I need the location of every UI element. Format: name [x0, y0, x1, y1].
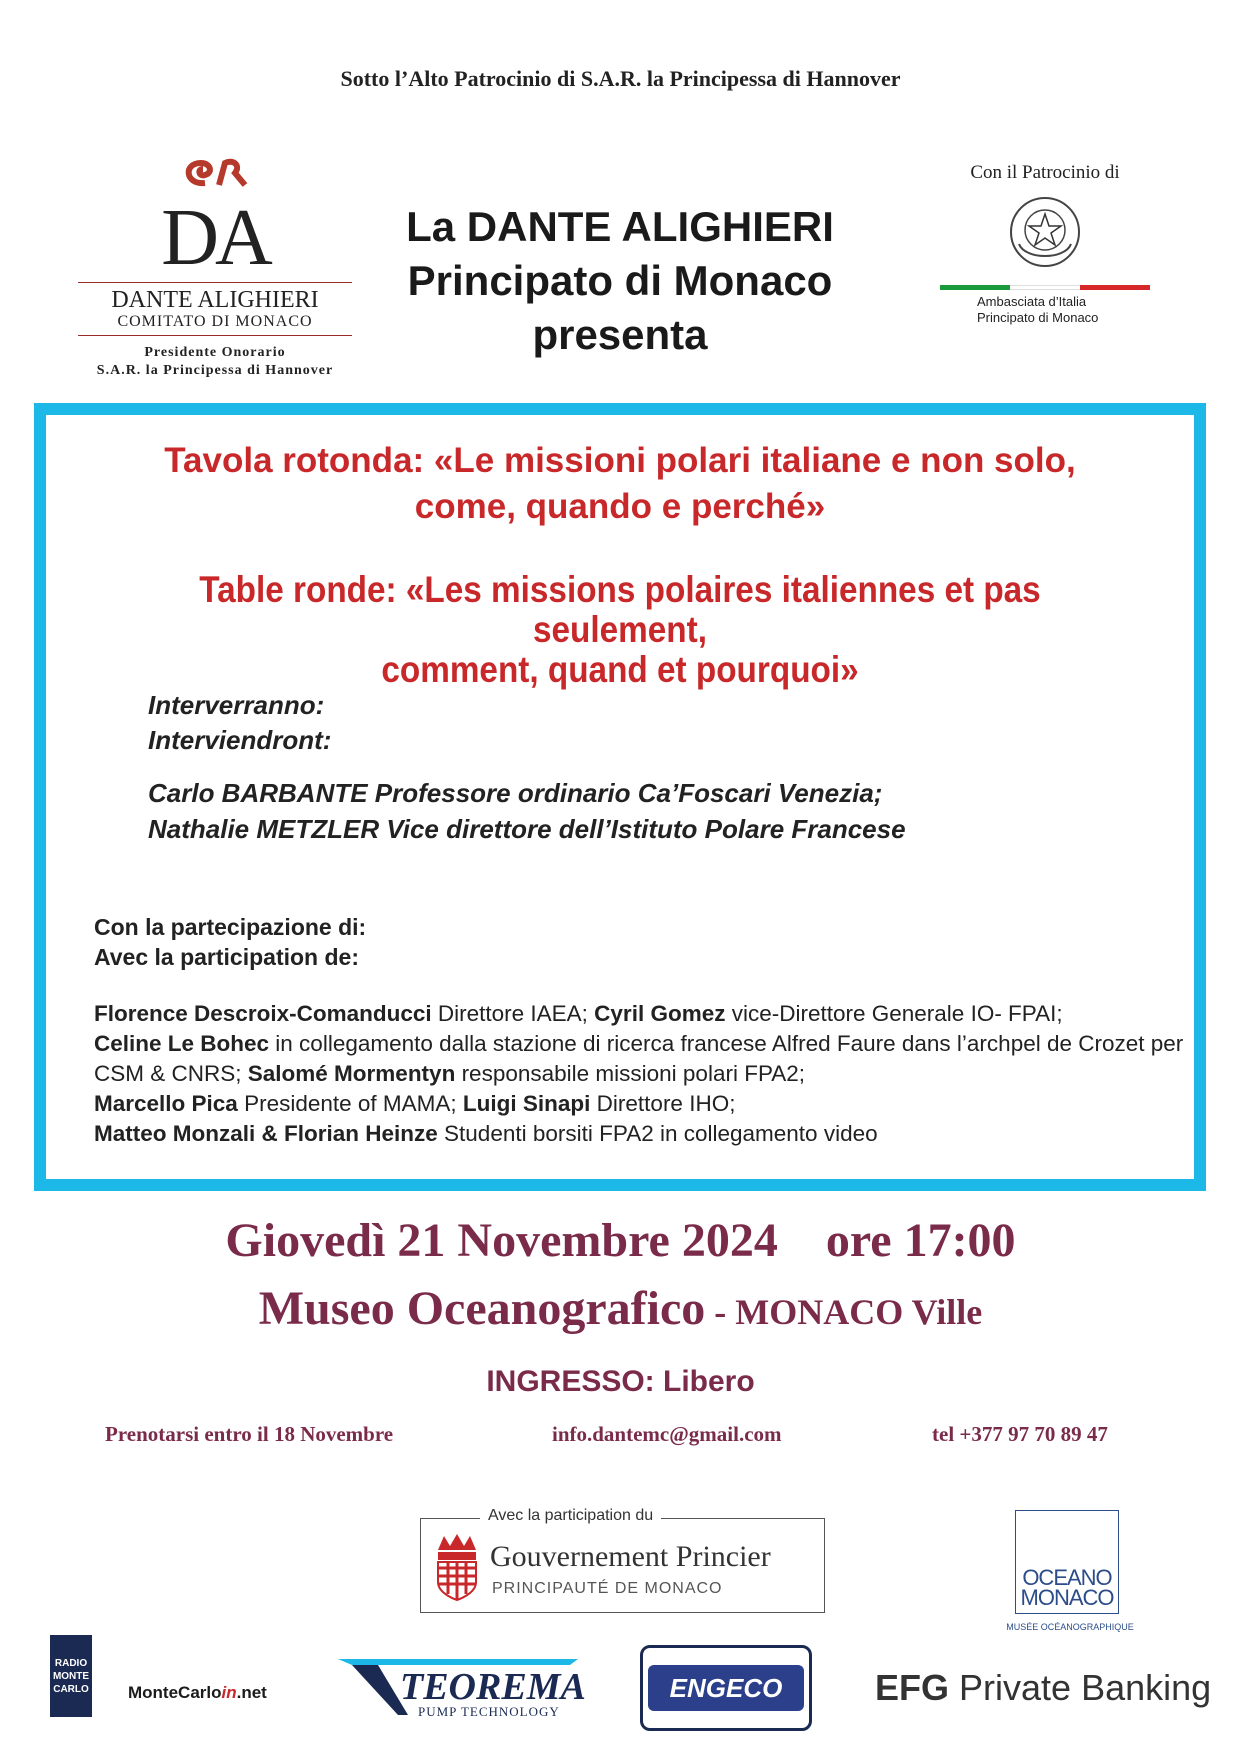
header-line-1: La DANTE ALIGHIERI: [406, 203, 834, 250]
participant-role: Studenti borsiti FPA2 in collegamento video: [437, 1121, 878, 1146]
logo-divider-bottom: [78, 335, 352, 336]
logo-divider: [78, 282, 352, 283]
radio-monte-carlo-logo: RADIO MONTE CARLO: [50, 1635, 92, 1717]
event-city: MONACO Ville: [735, 1292, 983, 1332]
participation-heading: [94, 912, 366, 972]
event-date-line: [0, 1213, 1241, 1268]
participant-role: vice-Direttore Generale IO- FPAI;: [725, 1001, 1063, 1026]
participant-name: Cyril Gomez: [594, 1001, 726, 1026]
event-venue-line: [0, 1281, 1241, 1336]
entry-info: INGRESSO: Libero: [486, 1365, 755, 1398]
participant-name: Celine Le Bohec: [94, 1031, 270, 1056]
monaco-crown-shield-icon: [432, 1532, 482, 1602]
patronage-label: Con il Patrocinio di: [970, 162, 1120, 183]
speakers-heading-fr: Interviendront:: [148, 725, 332, 755]
top-patronage-line: Sotto l’Alto Patrocinio di S.A.R. la Principessa di Hannover: [340, 66, 901, 91]
participants-list: [94, 999, 1184, 1149]
honorary-president-label: Presidente Onorario: [144, 345, 286, 360]
efg-tagline: Private Banking: [949, 1667, 1212, 1708]
speakers-heading: [148, 688, 331, 758]
contact-phone[interactable]: tel +377 97 70 89 47: [932, 1422, 1108, 1446]
event-time: ore 17:00: [825, 1214, 1016, 1267]
teorema-logo: TEOREMA: [400, 1666, 586, 1708]
participants-line: [94, 1119, 1184, 1149]
italian-flag-stripe: [940, 285, 1150, 290]
participant-name: Marcello Pica: [94, 1091, 238, 1116]
honorary-president-name: S.A.R. la Principessa di Hannover: [96, 363, 334, 378]
contact-email[interactable]: info.dantemc@gmail.com: [552, 1422, 782, 1446]
montecarloin-part-b: in: [221, 1683, 237, 1702]
participant-name: Matteo Monzali & Florian Heinze: [94, 1121, 438, 1146]
gouvernement-caption: Avec la participation du: [480, 1507, 661, 1525]
speaker-item: Nathalie METZLER Vice direttore dell’Istituto Polare Francese: [148, 814, 906, 844]
embassy-patronage: [935, 162, 1155, 326]
da-letters: DA: [161, 194, 269, 282]
montecarloin-logo: [128, 1683, 267, 1703]
engeco-logo: ENGECO: [648, 1665, 804, 1711]
da-subtitle: COMITATO DI MONACO: [117, 313, 313, 330]
gouvernement-title: Gouvernement Princier: [490, 1540, 771, 1573]
italian-republic-emblem-icon: [1005, 192, 1085, 272]
montecarloin-part-c: .net: [236, 1683, 267, 1702]
header-line-2: Principato di Monaco: [407, 257, 833, 304]
efg-private-banking-logo: [875, 1667, 1211, 1709]
participants-line: [94, 1029, 1184, 1089]
event-title-fr-line-1: Table ronde: «Les missions polaires italiennes et pas seulement,: [199, 569, 1041, 650]
participant-role: Direttore IHO;: [590, 1091, 736, 1116]
participant-name: Salomé Mormentyn: [247, 1061, 456, 1086]
participation-heading-fr: Avec la participation de:: [94, 944, 359, 970]
event-title-it-line-1: Tavola rotonda: «Le missioni polari italiane e non solo,: [164, 441, 1076, 480]
participant-role: Presidente of MAMA;: [237, 1091, 463, 1116]
event-title-french: [116, 570, 1124, 690]
participant-role: in collegamento dalla stazione di ricerca francese Alfred Faure dans l’archpel de Crozet per CSM & CNRS;: [94, 1031, 1184, 1086]
oceano-monaco-subtitle: MUSÉE OCÉANOGRAPHIQUE: [1006, 1622, 1134, 1632]
efg-mark: EFG: [875, 1667, 950, 1708]
dante-alighieri-logo: [70, 155, 360, 380]
speaker-item: Carlo BARBANTE Professore ordinario Ca’Foscari Venezia;: [148, 778, 883, 808]
participation-heading-it: Con la partecipazione di:: [94, 914, 367, 940]
participant-role: responsabile missioni polari FPA2;: [455, 1061, 806, 1086]
gouvernement-subtitle: PRINCIPAUTÉ DE MONACO: [492, 1580, 723, 1597]
participants-line: [94, 1089, 1184, 1119]
embassy-name-line-2: Principato di Monaco: [977, 310, 1099, 325]
event-title-fr-line-2: comment, quand et pourquoi»: [381, 649, 859, 690]
participant-name: Florence Descroix-Comanducci: [94, 1001, 432, 1026]
teorema-subtitle: PUMP TECHNOLOGY: [418, 1704, 560, 1719]
speakers-heading-it: Interverranno:: [148, 690, 325, 720]
header-line-3: presenta: [532, 311, 708, 358]
montecarloin-part-a: MonteCarlo: [128, 1683, 222, 1702]
booking-deadline: Prenotarsi entro il 18 Novembre: [105, 1422, 394, 1446]
participant-role: Direttore IAEA;: [431, 1001, 595, 1026]
participants-line: [94, 999, 1184, 1029]
event-title-italian: [60, 438, 1180, 530]
header-title: [360, 200, 880, 362]
embassy-name-line-1: Ambasciata d’Italia: [977, 294, 1087, 309]
participant-name: Luigi Sinapi: [462, 1091, 591, 1116]
event-date: Giovedì 21 Novembre 2024: [225, 1214, 778, 1267]
da-name: DANTE ALIGHIERI: [111, 287, 319, 313]
da-ornament-icon: [175, 155, 255, 193]
speakers-list: [148, 775, 906, 847]
oceano-monaco-text: OCEANO MONACO: [1020, 1565, 1114, 1610]
event-venue: Museo Oceanografico: [258, 1282, 706, 1335]
event-title-it-line-2: come, quando e perché»: [414, 487, 826, 526]
venue-separator: -: [705, 1292, 736, 1332]
